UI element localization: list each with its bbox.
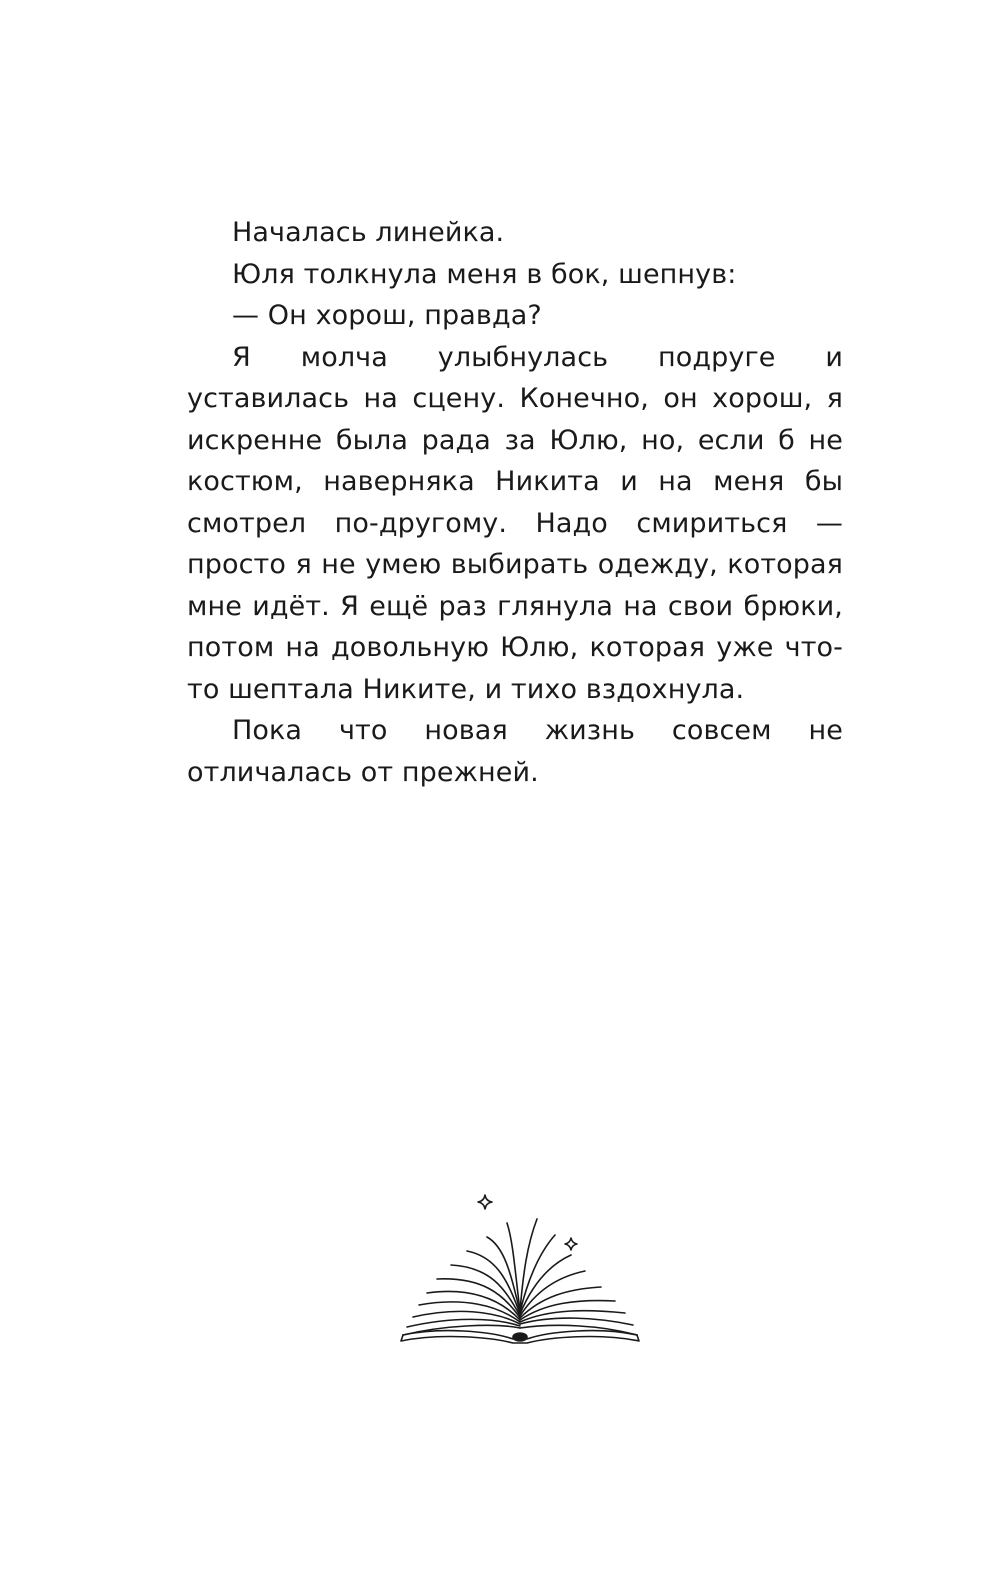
sparkle-icon: [478, 1195, 492, 1209]
paragraph-3: — Он хорош, правда?: [232, 300, 542, 331]
paragraph-2: Юля толкнула меня в бок, шепнув:: [232, 258, 737, 290]
paragraph-4: Я молча улыбнулась подруге и уставилась на сцену. Конечно, он хорош, я искренне была рада за Юлю, но, если б не костюм, наверняка Никита и на меня бы смотрел по-другому. Надо смириться — просто я не умею выбирать одежду, которая мне идёт. Я ещё раз глянула на свои брюки, потом на довольную Юлю, которая уже что-то шептала Никите, и тихо вздохнула.: [187, 341, 843, 705]
body-text: [187, 212, 843, 793]
sparkle-icon: [565, 1238, 577, 1250]
paragraph-5: Пока что новая жизнь совсем не отличалась от прежней.: [187, 715, 843, 788]
open-book-icon: [395, 1185, 645, 1345]
paragraph-1: Началась линейка.: [232, 217, 505, 248]
